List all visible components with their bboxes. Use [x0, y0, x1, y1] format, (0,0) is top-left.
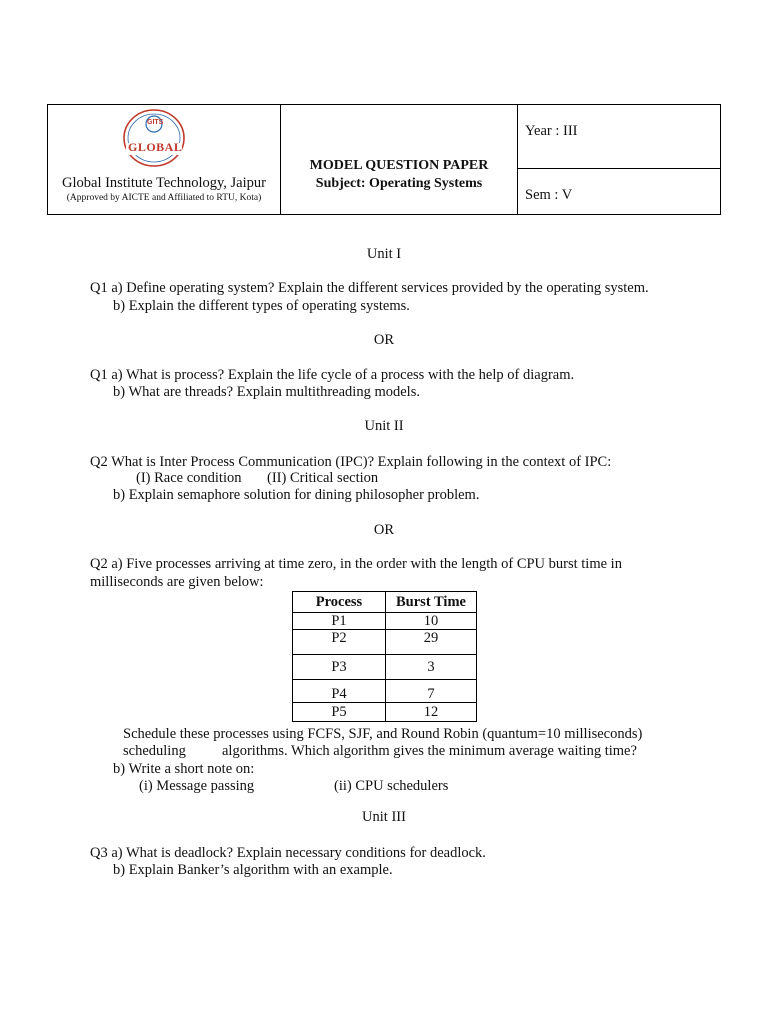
or-separator-1: OR: [373, 332, 395, 348]
q2-option1: Q2 What is Inter Process Communication (IPC)? Explain following in the context of IPC:: [90, 454, 612, 470]
q1a-option2: Q1 a) What is process? Explain the life cycle of a process with the help of diagram.: [90, 367, 575, 383]
table-row: [293, 613, 477, 630]
table-header-process: Process: [293, 592, 386, 613]
process-cell: P3: [293, 655, 386, 680]
q2b-message-passing: (i) Message passing: [139, 778, 255, 794]
table-row: [293, 680, 477, 703]
process-burst-table: [292, 591, 477, 722]
process-cell: P4: [293, 680, 386, 703]
burst-cell: 10: [386, 613, 477, 630]
unit-1-heading: Unit I: [366, 246, 402, 262]
institute-name: Global Institute Technology, Jaipur: [62, 175, 266, 191]
process-cell: P2: [293, 630, 386, 655]
institute-approval: (Approved by AICTE and Affiliated to RTU, Kota): [66, 193, 262, 203]
q3a: Q3 a) What is deadlock? Explain necessary conditions for deadlock.: [90, 845, 486, 861]
q2a-schedule-line1: Schedule these processes using FCFS, SJF, and Round Robin (quantum=10 milliseconds): [123, 726, 643, 742]
process-cell: P1: [293, 613, 386, 630]
institute-logo: [121, 107, 187, 169]
header-divider-right: [517, 105, 518, 214]
logo-tag: GITS: [147, 119, 164, 126]
table-row: [293, 630, 477, 655]
q2a-schedule-line2b: algorithms. Which algorithm gives the minimum average waiting time?: [222, 743, 637, 759]
table-header-burst-time: Burst Time: [386, 592, 477, 613]
process-cell: P5: [293, 703, 386, 722]
q2-critical-section: (II) Critical section: [267, 470, 379, 486]
paper-title: MODEL QUESTION PAPER: [309, 158, 489, 173]
burst-cell: 12: [386, 703, 477, 722]
header-box: [47, 104, 721, 215]
or-separator-2: OR: [373, 522, 395, 538]
q2b-option1: b) Explain semaphore solution for dining philosopher problem.: [113, 487, 480, 503]
q2a-schedule-line2a: scheduling: [123, 743, 186, 759]
unit-2-heading: Unit II: [364, 418, 404, 434]
table-row: [293, 655, 477, 680]
sem-label: Sem : V: [525, 187, 573, 203]
year-label: Year : III: [525, 123, 578, 139]
q2a-option2-line2: milliseconds are given below:: [90, 574, 264, 590]
q2b-cpu-schedulers: (ii) CPU schedulers: [334, 778, 449, 794]
q1a-option1: Q1 a) Define operating system? Explain the different services provided by the operating system.: [90, 280, 649, 296]
burst-cell: 7: [386, 680, 477, 703]
q1b-option2: b) What are threads? Explain multithreading models.: [113, 384, 420, 400]
q2b-option2: b) Write a short note on:: [113, 761, 255, 777]
unit-3-heading: Unit III: [362, 809, 406, 825]
q2a-option2-line1: Q2 a) Five processes arriving at time zero, in the order with the length of CPU burst time in: [90, 556, 622, 572]
paper-subject: Subject: Operating Systems: [315, 176, 483, 191]
burst-cell: 3: [386, 655, 477, 680]
table-header-row: [293, 592, 477, 613]
q2-race-condition: (I) Race condition: [136, 470, 242, 486]
burst-cell: 29: [386, 630, 477, 655]
q1b-option1: b) Explain the different types of operating systems.: [113, 298, 410, 314]
logo-wordmark: GLOBAL: [128, 140, 183, 154]
table-row: [293, 703, 477, 722]
q3b: b) Explain Banker’s algorithm with an example.: [113, 862, 393, 878]
header-divider-year-sem: [517, 168, 720, 169]
